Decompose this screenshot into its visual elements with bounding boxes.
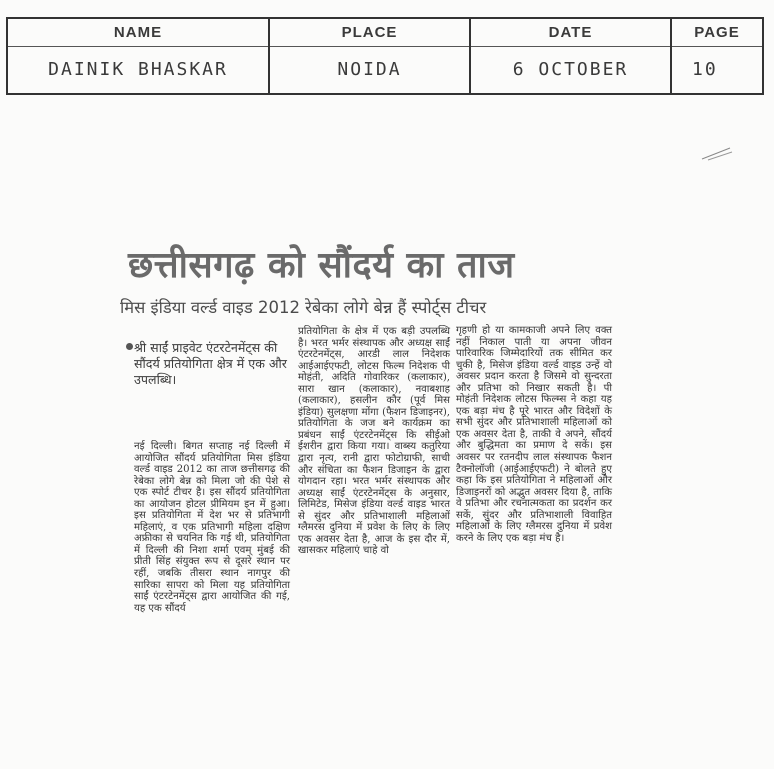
article-column-2 bbox=[298, 326, 450, 557]
blurb bbox=[134, 340, 290, 388]
name-value: DAINIK BHASKAR bbox=[48, 59, 228, 80]
headline: छत्तीसगढ़ को सौंदर्य का ताज bbox=[128, 244, 515, 286]
place-cell bbox=[270, 19, 471, 93]
date-cell bbox=[471, 19, 672, 93]
column-3-text: गृहणी हो या कामकाजी अपने लिए वक्त नहीं निकाल पाती या अपना जीवन पारिवारिक जिम्मेदारियों तक सीमित कर चुकी है, मिसेज इंडिया वर्ल्ड वाइड उन्हें वो अवसर प्रदान करता है जिसमे वो सुन्दरता और प्रतिभा को निखार सकती है। पी मोहंती निदेशक लोटस फिल्म्स ने कहा यह एक बड़ा मंच है पूरे भारत और विदेशों के सभी सुंदर और प्रतिभाशाली महिलाओं को एक अवसर देता है, ताकी वे अपने, सौंदर्य और बुद्धिमता का प्रमाण दे सकें। इस अवसर पर रतनदीप लाल संस्थापक फैशन टैक्नोलॉजी (आईआईएफटी) ने बोलते हुए कहा कि इस प्रतियोगिता ने महिलाओं और डिजाइनरों को अद्भुत अवसर दिया है, ताकि वे प्रतिभा और रचनात्मकता का प्रदर्शन कर सकें, सुंदर और प्रतिभाशाली विवाहित महिलाओं के लिए ग्लैमरस दुनिया में प्रवेश करने के लिए एक बड़ा मंच है। bbox=[456, 325, 612, 544]
page-value: 10 bbox=[692, 59, 718, 80]
place-label: PLACE bbox=[341, 24, 398, 41]
article-column-3 bbox=[456, 325, 612, 544]
column-1-text: नई दिल्ली। बिगत सप्ताह नई दिल्ली में आयोजित सौंदर्य प्रतियोगिता मिस इंडिया वर्ल्ड वाइड 2012 का ताज छत्तीसगढ़ की रेबेका लोगे बेन्न को मिला जो की पेशे से एक स्पोर्ट टीचर है। इस सौंदर्य प्रतियोगिता का आयोजन होटल प्रीमियम इन में हुआ। इस प्रतियोगिता में देश भर से प्रतिभागी महिलाएं, व एक प्रतिभागी महिला दक्षिण अफ्रीका से चयनित कि गई थी, प्रतियोगिता में दिल्ली की निशा शर्मा एवम् मुंबई की प्रीती सिंह संयुक्त रूप से दूसरे स्थान पर रहीं, जबकि तीसरा स्थान नागपुर की सारिका सापरा को मिला यह प्रतियोगिता साईं एंटरटेनमेंट्स द्वारा आयोजित की गई, यह एक सौंदर्य bbox=[134, 441, 290, 614]
bullet-icon bbox=[126, 343, 133, 350]
name-label: NAME bbox=[113, 24, 163, 41]
pen-mark bbox=[700, 144, 734, 162]
page-label: PAGE bbox=[694, 24, 740, 41]
header-rule bbox=[672, 46, 762, 47]
article-column-1 bbox=[134, 441, 290, 614]
clipping-header-table bbox=[6, 17, 764, 95]
place-value: NOIDA bbox=[337, 59, 402, 80]
header-rule bbox=[8, 46, 268, 47]
name-cell bbox=[8, 19, 270, 93]
header-rule bbox=[270, 46, 469, 47]
header-rule bbox=[471, 46, 670, 47]
blurb-text: श्री साईं प्राइवेट एंटरटेनमेंट्स की सौंदर्य प्रतियोगिता क्षेत्र में एक और उपलब्धि। bbox=[134, 340, 287, 387]
page-cell bbox=[672, 19, 762, 93]
date-value: 6 OCTOBER bbox=[512, 59, 629, 80]
subheadline: मिस इंडिया वर्ल्ड वाइड 2012 रेबेका लोगे बेन्न हैं स्पोर्ट्स टीचर bbox=[120, 298, 487, 317]
column-2-text: प्रतियोगिता के क्षेत्र में एक बड़ी उपलब्धि है। भरत भर्मर संस्थापक और अध्यक्ष साईं एंटरटेनमेंट्स, आरडी लाल निदेशक आईआईएफटी, लोटस फिल्म निदेशक पी मोहंती, अदिति गोवारिकर (कलाकार), सारा खान (कलाकार), नवाबशाह (कलाकार), हसलीन कौर (पूर्व मिस इंडिया) सुलक्षणा मोंगा (फैशन डिजाइनर), प्रतियोगिता के जज बने कार्यक्रम का प्रबंधन साईं एंटरटेनमेंट्स कि सीईओ ईशरीन द्वारा किया गया। वाब्स्य कतुरिया द्वारा नृत्य, रानी द्वारा फोटोग्राफी, साची और संचिता का फैशन डिजाइन के द्वारा योगदान रहा। भरत भर्मर संस्थापक और अध्यक्ष साईं एंटरटेनमेंट्स के अनुसार, लिमिटेड, मिसेज इंडिया वर्ल्ड वाइड भारत से सुंदर और प्रतिभाशाली महिलाओं ग्लैमरस दुनिया में प्रवेश के लिए के लिए एक अवसर देता है, आज के इस दौर में, खासकर महिलाएं चाहे वो bbox=[298, 326, 450, 557]
date-label: DATE bbox=[548, 24, 593, 41]
